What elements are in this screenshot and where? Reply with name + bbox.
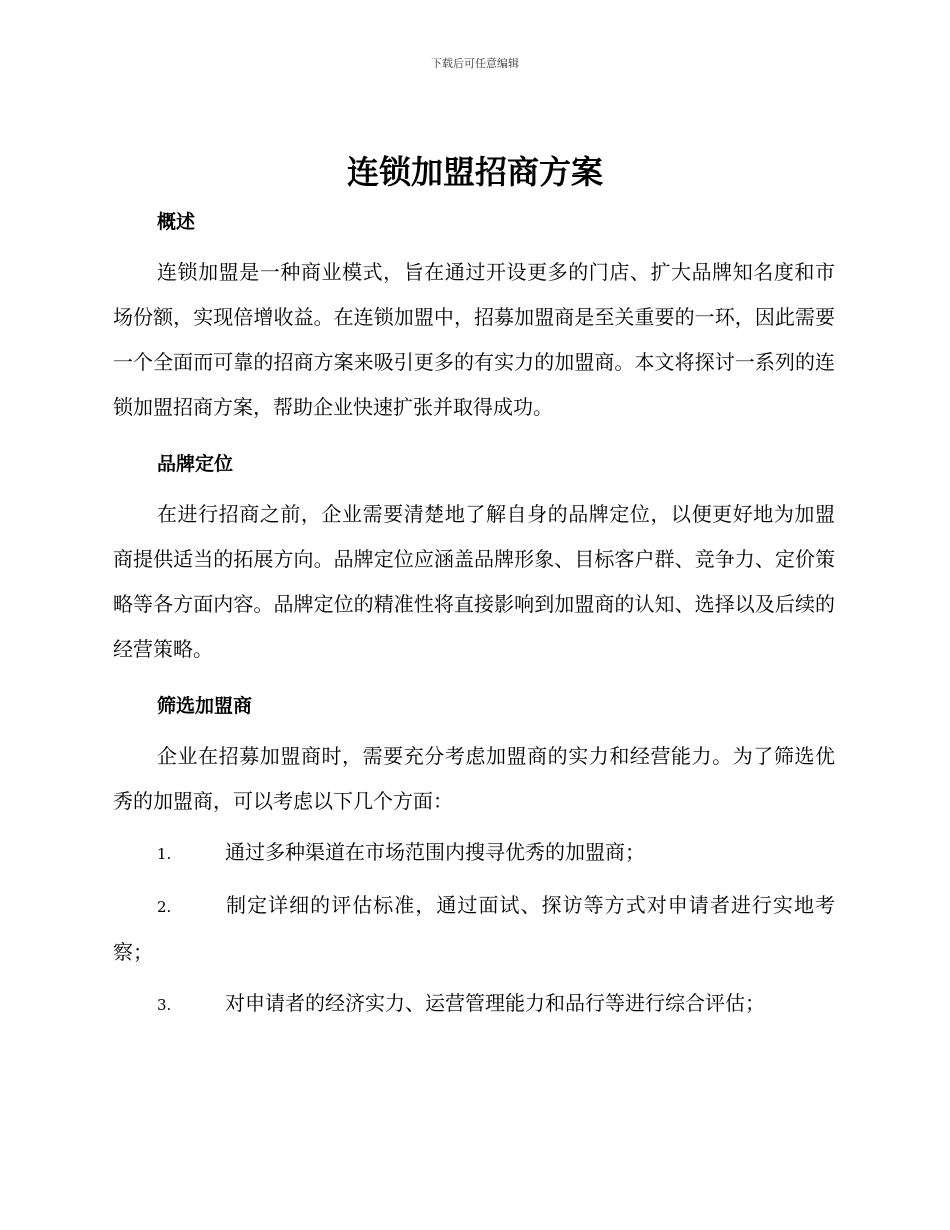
list-item-text: 对申请者的经济实力、运营管理能力和品行等进行综合评估； (225, 991, 765, 1015)
section-heading-screening: 筛选加盟商 (157, 695, 253, 717)
list-item-text: 制定详细的评估标准，通过面试、探访等方式对申请者进行实地考察； (113, 893, 835, 964)
section-paragraph-overview: 连锁加盟是一种商业模式，旨在通过开设更多的门店、扩大品牌知名度和市场份额，实现倍增收益。在连锁加盟中，招募加盟商是至关重要的一环，因此需要一个全面而可靠的招商方案来吸引更多的有实力的加盟商。本文将探讨一系列的连锁加盟招商方案，帮助企业快速扩张并取得成功。 (113, 260, 835, 419)
header-note: 下载后可任意编辑 (431, 57, 519, 70)
list-item (113, 883, 835, 975)
section-paragraph-screening: 企业在招募加盟商时，需要充分考虑加盟商的实力和经营能力。为了筛选优秀的加盟商，可以考虑以下几个方面： (113, 744, 835, 813)
list-item-text: 通过多种渠道在市场范围内搜寻优秀的加盟商； (225, 840, 645, 864)
section-heading-overview: 概述 (157, 211, 196, 233)
list-item (113, 830, 835, 877)
document-body (113, 200, 835, 1028)
list-number: 2. (157, 898, 172, 916)
list-number: 1. (157, 845, 172, 863)
section-heading-brand-positioning: 品牌定位 (157, 453, 234, 475)
list-item (113, 981, 835, 1028)
document-title: 连锁加盟招商方案 (346, 153, 603, 191)
section-paragraph-brand-positioning: 在进行招商之前，企业需要清楚地了解自身的品牌定位，以便更好地为加盟商提供适当的拓展方向。品牌定位应涵盖品牌形象、目标客户群、竞争力、定价策略等各方面内容。品牌定位的精准性将直接影响到加盟商的认知、选择以及后续的经营策略。 (113, 502, 835, 661)
list-number: 3. (157, 996, 172, 1014)
